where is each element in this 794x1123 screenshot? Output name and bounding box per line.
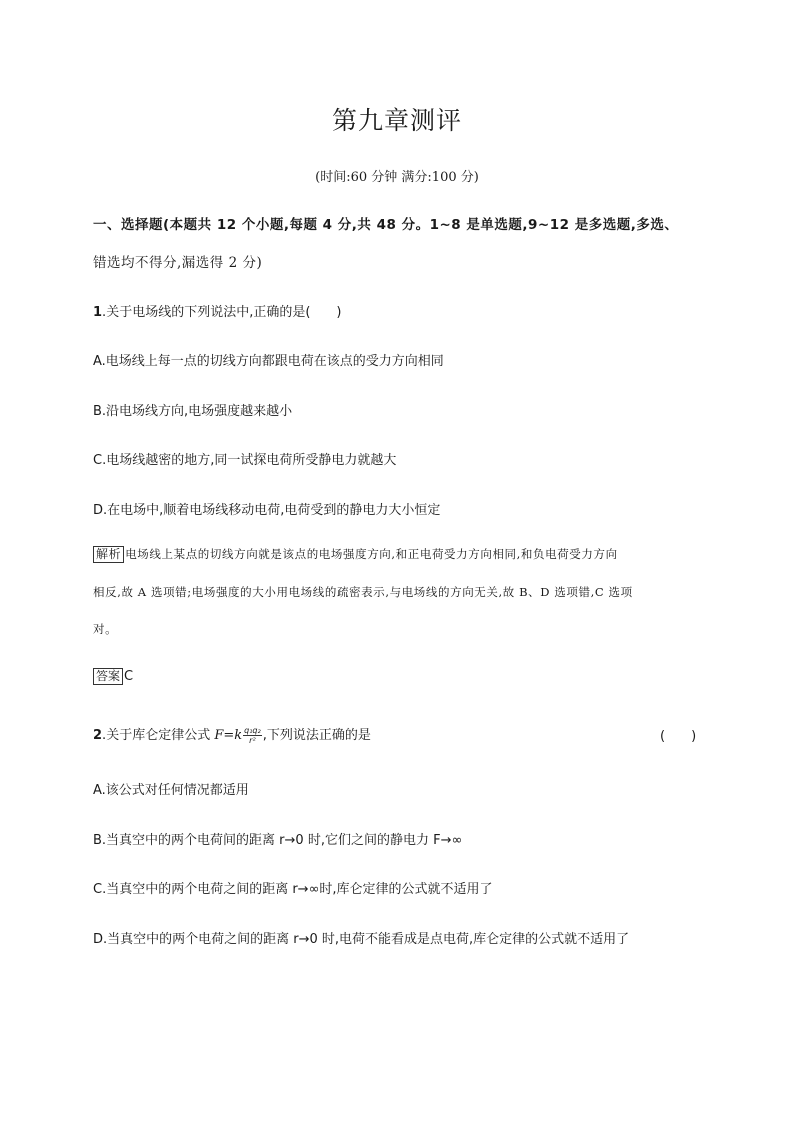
formula-denominator: r² — [249, 736, 256, 745]
formula-fraction — [243, 726, 262, 745]
exam-info: (时间:60 分钟 满分:100 分) — [315, 170, 479, 185]
answer-tag: 答案 — [93, 668, 123, 685]
page-title: 第九章测评 — [331, 106, 462, 135]
question-1-stem: 1.关于电场线的下列说法中,正确的是( ) — [93, 305, 342, 320]
explanation-line-2: 相反,故 A 选项错;电场强度的大小用电场线的疏密表示,与电场线的方向无关,故 B、D 选项错,C 选项 — [93, 585, 633, 599]
formula-lhs: F=k — [214, 728, 243, 743]
question-number: 1 — [93, 305, 103, 320]
question-1-option-b: B.沿电场线方向,电场强度越来越小 — [93, 404, 293, 419]
answer-blank: ( ) — [660, 729, 697, 744]
question-1-option-a: A.电场线上每一点的切线方向都跟电荷在该点的受力方向相同 — [93, 354, 444, 369]
section-heading-text: 一、选择题(本题共 12 个小题,每题 4 分,共 48 分。1~8 是单选题,9~12 是多选题,多选、 — [93, 217, 679, 233]
question-text-prefix: 关于库仑定律公式 — [106, 728, 215, 743]
question-number: 2 — [93, 728, 103, 743]
answer-value: C — [124, 669, 134, 684]
section-heading-line-2: 错选均不得分,漏选得 2 分) — [93, 255, 263, 271]
question-text: 关于电场线的下列说法中,正确的是( ) — [106, 305, 342, 320]
question-2-option-d: D.当真空中的两个电荷之间的距离 r→0 时,电荷不能看成是点电荷,库仑定律的公式就不适用了 — [93, 932, 630, 947]
explanation-line-1 — [93, 546, 618, 563]
question-1-option-d: D.在电场中,顺着电场线移动电荷,电荷受到的静电力大小恒定 — [93, 503, 441, 518]
question-2-option-c: C.当真空中的两个电荷之间的距离 r→∞时,库仑定律的公式就不适用了 — [93, 882, 493, 897]
formula-numerator: q₁q₂ — [244, 726, 261, 735]
section-heading-line-1 — [93, 213, 678, 233]
explanation-text: 电场线上某点的切线方向就是该点的电场强度方向,和正电荷受力方向相同,和负电荷受力方向 — [125, 547, 618, 561]
answer-line — [93, 668, 133, 685]
question-2-stem: 2.关于库仑定律公式 F=k $\frac{\text{q₁q₂}}{\text{r²}}$ ,下列说法正确的是 — [93, 726, 371, 745]
question-2-option-a: A.该公式对任何情况都适用 — [93, 783, 249, 798]
explanation-tag: 解析 — [93, 546, 124, 563]
question-2-option-b: B.当真空中的两个电荷间的距离 r→0 时,它们之间的静电力 F→∞ — [93, 833, 463, 848]
question-1-option-c: C.电场线越密的地方,同一试探电荷所受静电力就越大 — [93, 453, 397, 468]
question-text-suffix: ,下列说法正确的是 — [262, 728, 371, 743]
explanation-line-3: 对。 — [93, 622, 118, 636]
